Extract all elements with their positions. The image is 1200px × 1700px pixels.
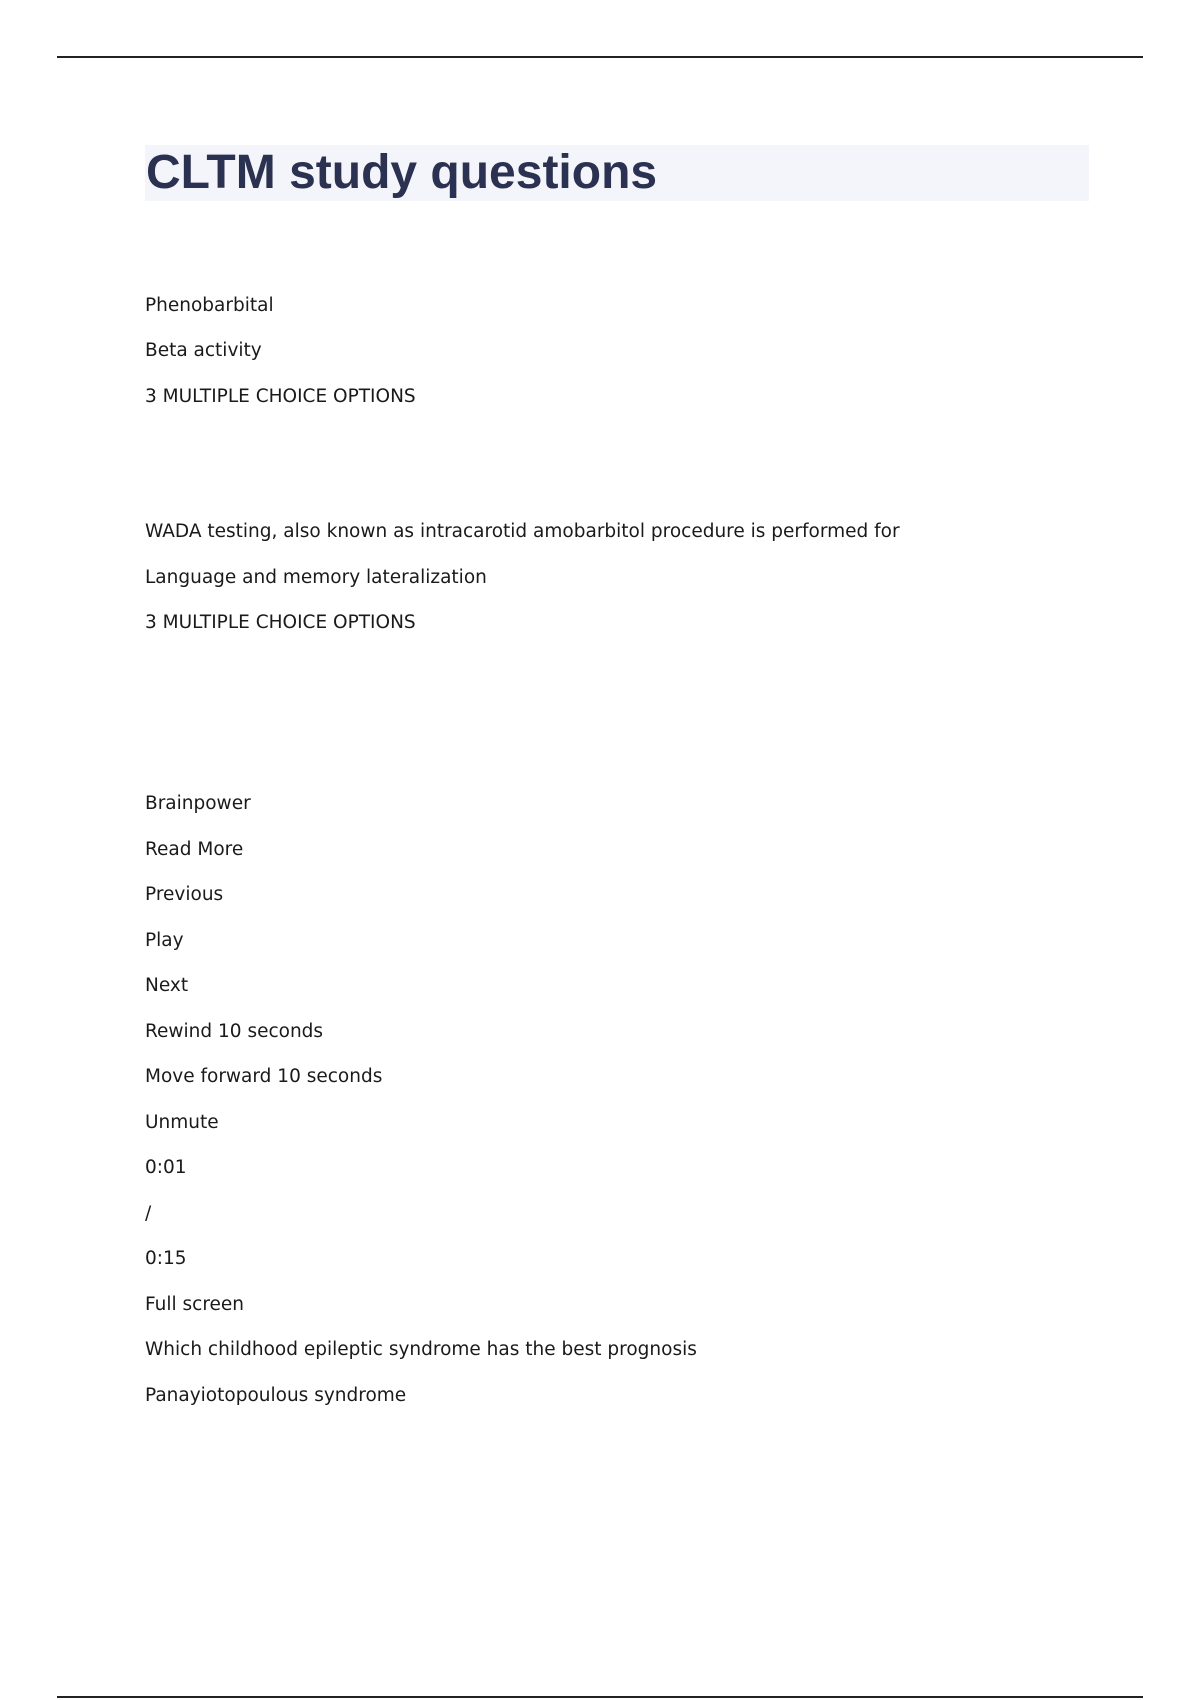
- card-1-term: Phenobarbital: [145, 295, 274, 316]
- bottom-rule: [57, 1696, 1143, 1698]
- rewind-button[interactable]: Rewind 10 seconds: [145, 1021, 324, 1042]
- card-2-note: 3 MULTIPLE CHOICE OPTIONS: [145, 612, 416, 633]
- read-more-link[interactable]: Read More: [145, 839, 244, 860]
- card-2-definition: Language and memory lateralization: [145, 567, 487, 588]
- card-1-definition: Beta activity: [145, 340, 262, 361]
- top-rule: [57, 56, 1143, 58]
- next-button[interactable]: Next: [145, 975, 189, 996]
- card-3-definition: Panayiotopoulous syndrome: [145, 1385, 407, 1406]
- player-brand: Brainpower: [145, 793, 251, 814]
- card-3-term: Which childhood epileptic syndrome has the best prognosis: [145, 1339, 697, 1360]
- document-title: CLTM study questions: [146, 146, 658, 199]
- time-separator: /: [145, 1203, 152, 1224]
- forward-button[interactable]: Move forward 10 seconds: [145, 1066, 383, 1087]
- current-time: 0:01: [145, 1157, 187, 1178]
- full-screen-button[interactable]: Full screen: [145, 1294, 245, 1315]
- previous-button[interactable]: Previous: [145, 884, 224, 905]
- play-button[interactable]: Play: [145, 930, 184, 951]
- card-2-term: WADA testing, also known as intracarotid amobarbitol procedure is performed for: [145, 521, 900, 542]
- card-1-note: 3 MULTIPLE CHOICE OPTIONS: [145, 386, 416, 407]
- unmute-button[interactable]: Unmute: [145, 1112, 219, 1133]
- duration: 0:15: [145, 1248, 187, 1269]
